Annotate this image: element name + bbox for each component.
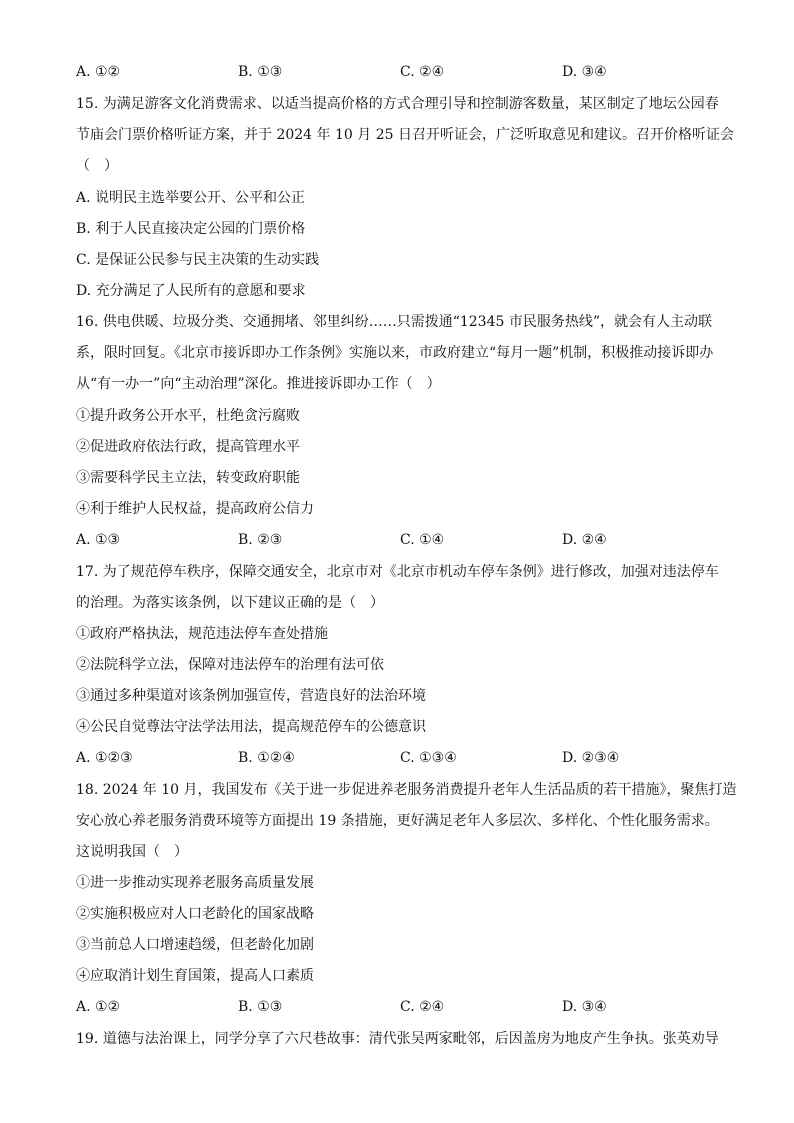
q17-item-1: ①政府严格执法，规范违法停车查处措施 [76,626,328,642]
q17-option-a: A. ①②③ [76,750,133,766]
q17-item-3: ③通过多种渠道对该条例加强宣传，营造良好的法治环境 [76,688,426,704]
q14-option-a: A. ①② [76,64,121,80]
q18-option-d: D. ③④ [562,999,607,1015]
q19-stem-line: 19. 道德与法治课上，同学分享了六尺巷故事：清代张吴两家毗邻，后因盖房为地皮产生争执。张英劝导 [76,1031,719,1047]
q17-stem-line: 的治理。为落实该条例，以下建议正确的是（ ） [76,595,384,611]
q18-item-3: ③当前总人口增速趋缓，但老龄化加剧 [76,937,314,953]
q16-item-1: ①提升政务公开水平，杜绝贪污腐败 [76,408,300,424]
q15-stem-line: （ ） [76,158,118,174]
q18-option-b: B. ①③ [238,999,283,1015]
q16-stem-line: 系，限时回复。《北京市接诉即办工作条例》实施以来，市政府建立“每月一题”机制，积极推动接诉即办 [76,345,714,361]
q18-item-1: ①进一步推动实现养老服务高质量发展 [76,875,314,891]
q15-choice-a: A. 说明民主选举要公开、公平和公正 [76,190,306,206]
q18-stem-line: 安心放心养老服务消费环境等方面提出 19 条措施，更好满足老年人多层次、多样化、个性化服务需求。 [76,813,719,829]
q16-option-c: C. ①④ [400,532,445,548]
q18-option-a: A. ①② [76,999,121,1015]
q18-stem-line: 18. 2024 年 10 月，我国发布《关于进一步促进养老服务消费提升老年人生活品质的若干措施》，聚焦打造 [76,782,737,798]
q16-options [76,530,726,550]
q14-option-d: D. ③④ [562,64,607,80]
q16-item-3: ③需要科学民主立法，转变政府职能 [76,470,300,486]
q17-stem-line: 17. 为了规范停车秩序，保障交通安全，北京市对《北京市机动车停车条例》进行修改，加强对违法停车 [76,564,719,580]
q16-option-a: A. ①③ [76,532,121,548]
q16-option-d: D. ②④ [562,532,607,548]
q18-options [76,997,726,1017]
q17-options [76,748,726,768]
q15-choice-b: B. 利于人民直接决定公园的门票价格 [76,221,306,237]
q16-stem-line: 16. 供电供暖、垃圾分类、交通拥堵、邻里纠纷……只需拨通“12345 市民服务热线”，就会有人主动联 [76,314,713,330]
q14-options [76,62,726,82]
q17-option-d: D. ②③④ [562,750,620,766]
q17-option-b: B. ①②④ [238,750,295,766]
q18-option-c: C. ②④ [400,999,445,1015]
q16-stem-line: 从“有一办一”向“主动治理”深化。推进接诉即办工作（ ） [76,376,441,392]
q17-item-2: ②法院科学立法，保障对违法停车的治理有法可依 [76,657,384,673]
q18-item-2: ②实施积极应对人口老龄化的国家战略 [76,906,314,922]
q16-item-2: ②促进政府依法行政，提高管理水平 [76,439,300,455]
q16-option-b: B. ②③ [238,532,283,548]
q18-item-4: ④应取消计划生育国策，提高人口素质 [76,968,314,984]
q15-choice-c: C. 是保证公民参与民主决策的生动实践 [76,252,320,268]
q14-option-b: B. ①③ [238,64,283,80]
q17-item-4: ④公民自觉尊法守法学法用法，提高规范停车的公德意识 [76,719,426,735]
q15-choice-d: D. 充分满足了人民所有的意愿和要求 [76,283,306,299]
q16-item-4: ④利于维护人民权益，提高政府公信力 [76,501,314,517]
q15-stem-line: 15. 为满足游客文化消费需求、以适当提高价格的方式合理引导和控制游客数量，某区制定了地坛公园春 [76,96,719,112]
q14-option-c: C. ②④ [400,64,445,80]
q18-stem-line: 这说明我国（ ） [76,844,188,860]
q17-option-c: C. ①③④ [400,750,457,766]
q15-stem-line: 节庙会门票价格听证方案，并于 2024 年 10 月 25 日召开听证会，广泛听取意见和建议。召开价格听证会 [76,127,734,143]
